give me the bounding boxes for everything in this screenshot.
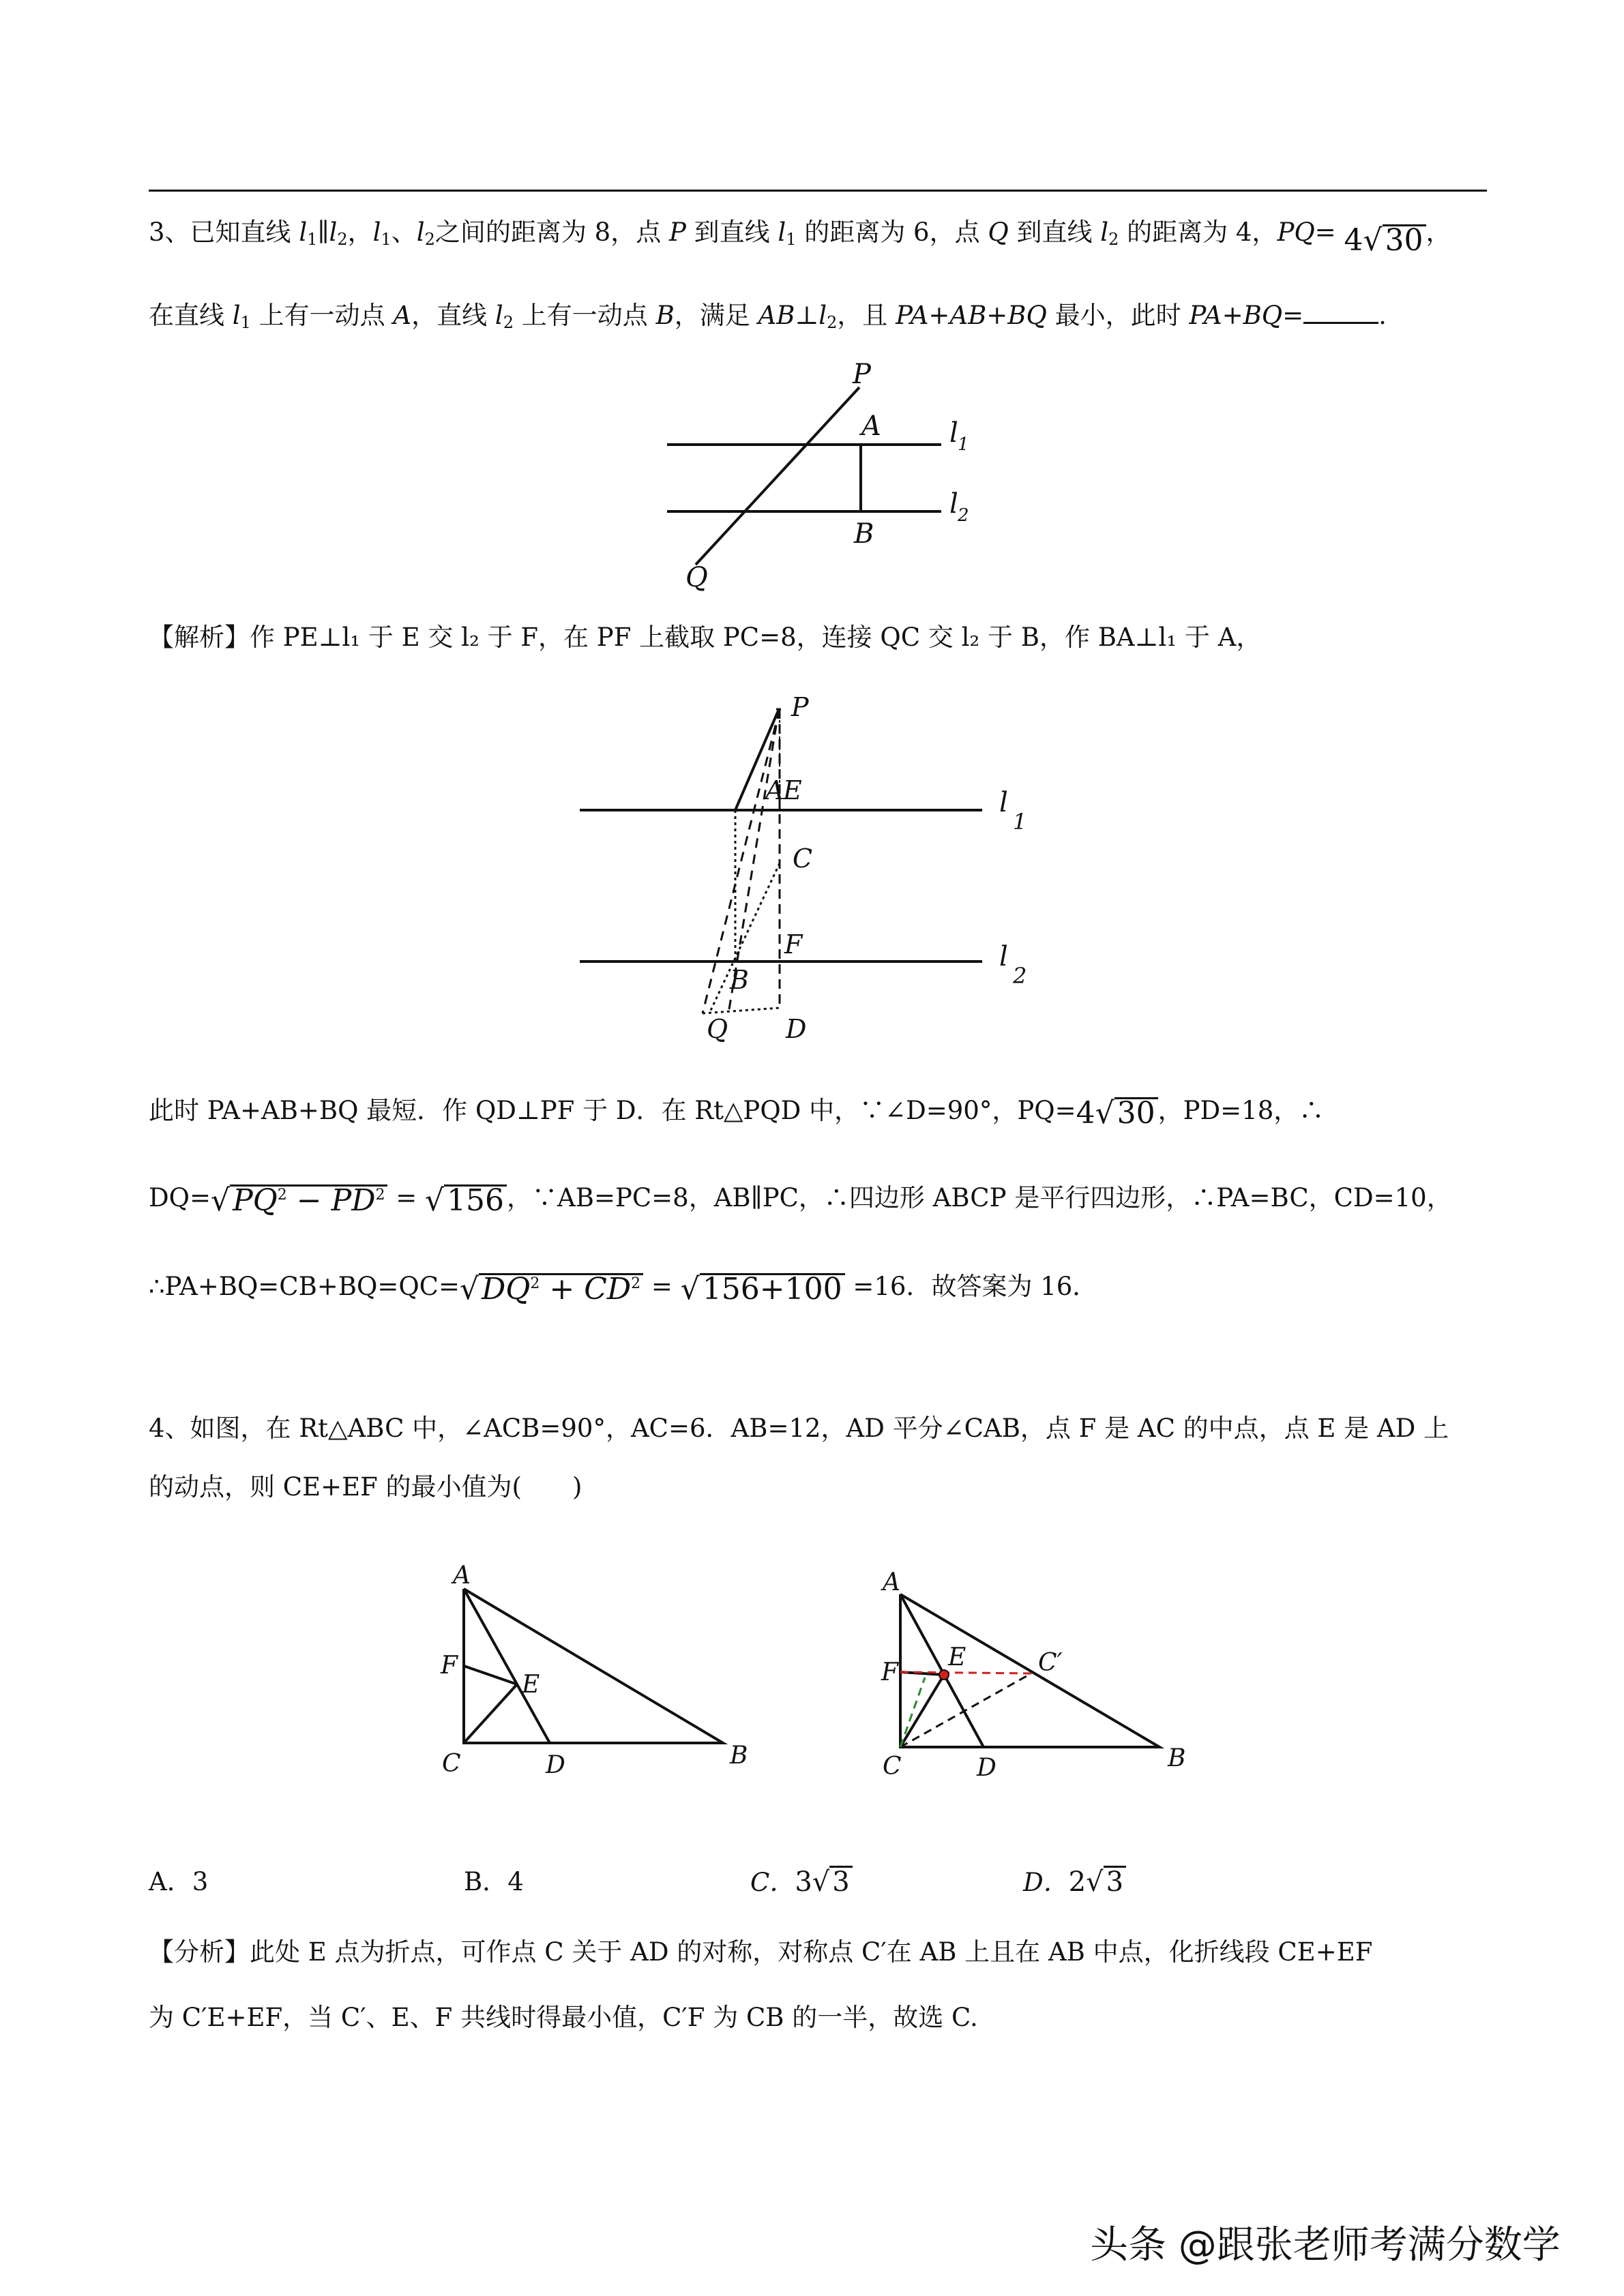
svg-text:2: 2 xyxy=(1013,963,1027,989)
q4-analysis-line1: 【分析】此处 E 点为折点，可作点 C 关于 AD 的对称，对称点 C′在 AB 上且在 AB 中点，化折线段 CE+EF xyxy=(149,1937,1373,1967)
label-l2: l xyxy=(949,488,958,520)
q3-line2: 在直线 $l_1$ 上有一动点 A，直线 $l_2$ 上有一动点 B，满足 $AB\perp l_2$，且 PA+AB+BQ 最小，此时 PA+BQ= . xyxy=(149,301,1387,332)
option-c: C．3√ 3 xyxy=(750,1865,853,1900)
svg-text:1: 1 xyxy=(1013,809,1027,835)
label-l2: l xyxy=(999,941,1008,972)
label-P: P xyxy=(791,692,809,722)
sqrt-expression: $√PQ^2 - PD^2$ xyxy=(211,1184,387,1218)
label-Q: Q xyxy=(685,562,708,593)
label-D: D xyxy=(977,1754,996,1782)
option-b: B．4 xyxy=(464,1867,524,1896)
label-B: B xyxy=(730,1742,748,1770)
option-d: D．2√ 3 xyxy=(1023,1865,1126,1900)
top-rule xyxy=(149,190,1487,192)
answer-blank xyxy=(1303,322,1378,324)
q4-figure-right xyxy=(873,1568,1200,1787)
option-a: A．3 xyxy=(149,1867,209,1896)
label-F: F xyxy=(881,1658,898,1686)
sqrt-expression: √156+100 xyxy=(681,1272,845,1307)
label-B: B xyxy=(1168,1744,1186,1772)
label-C: C xyxy=(793,844,813,874)
label-E: E xyxy=(948,1643,966,1671)
label-l1: l xyxy=(949,417,958,449)
label-C: C xyxy=(442,1750,461,1778)
q4-figure-left xyxy=(437,1562,750,1787)
q4-line1: 4、如图，在 Rt△ABC 中，∠ACB=90°，AC=6．AB=12，AD 平分∠CAB，点 F 是 AC 的中点，点 E 是 AD 上 xyxy=(149,1414,1449,1443)
label-B: B xyxy=(854,518,874,550)
q3-solution-line2: 此时 PA+AB+BQ 最短．作 QD⊥PF 于 D．在 Rt△PQD 中，∵∠D=90°，PQ=4√30 ，PD=18，∴ xyxy=(149,1096,1325,1131)
label-A: A xyxy=(861,411,881,442)
label-F: F xyxy=(441,1652,458,1680)
sqrt-expression: 4√30 xyxy=(1344,224,1426,258)
label-B: B xyxy=(730,965,749,995)
label-l1: l xyxy=(999,787,1008,818)
label-C: C xyxy=(883,1753,902,1780)
q3-solution-line: 【解析】作 PE⊥l₁ 于 E 交 l₂ 于 F，在 PF 上截取 PC=8，连接 QC 交 l₂ 于 B，作 BA⊥l₁ 于 A， xyxy=(149,623,1262,652)
q3-solution-line4: $\therefore PA+BQ=CB+BQ=QC=√DQ^2 + CD^2 = √156+100 =16$．故答案为 16． xyxy=(149,1272,1098,1307)
svg-text:2: 2 xyxy=(958,505,969,526)
label-A: A xyxy=(765,775,784,805)
label-A: A xyxy=(453,1562,471,1590)
svg-text:1: 1 xyxy=(958,434,969,455)
label-D: D xyxy=(786,1014,807,1044)
label-Q: Q xyxy=(707,1014,728,1044)
q3-line1: 3、已知直线 $l_1\parallel l_2$，$l_1$、$l_2$之间的距离为 8，点 P 到直线 $l_1$ 的距离为 6，点 Q 到直线 $l_2$ 的距离为 4，PQ= 4√30 ， xyxy=(149,218,1451,258)
q3-figure-2 xyxy=(580,689,1057,1057)
watermark: 头条 @跟张老师考满分数学 xyxy=(1090,2223,1561,2267)
label-E: E xyxy=(522,1671,540,1699)
q3-figure-1 xyxy=(655,361,996,593)
label-D: D xyxy=(546,1751,565,1779)
q3-solution-line3: $DQ=√PQ^2 - PD^2 = √156$ ，∵AB=PC=8，AB∥PC，∴四边形 ABCP 是平行四边形，∴PA=BC，CD=10， xyxy=(149,1183,1452,1218)
sqrt-expression: √156 xyxy=(425,1184,507,1218)
sqrt-expression: $√DQ^2 + CD^2$ xyxy=(460,1272,643,1307)
q4-analysis-line2: 为 C′E+EF，当 C′、E、F 共线时得最小值，C′F 为 CB 的一半，故选 C. xyxy=(149,2003,978,2032)
label-P: P xyxy=(853,359,871,390)
label-Cprime: C′ xyxy=(1038,1649,1063,1677)
label-F: F xyxy=(784,929,803,959)
sqrt-expression: 4√30 xyxy=(1076,1097,1158,1131)
q4-line2: 的动点，则 CE+EF 的最小值为( ) xyxy=(149,1472,582,1502)
label-E: E xyxy=(783,775,802,805)
label-A: A xyxy=(883,1568,900,1596)
